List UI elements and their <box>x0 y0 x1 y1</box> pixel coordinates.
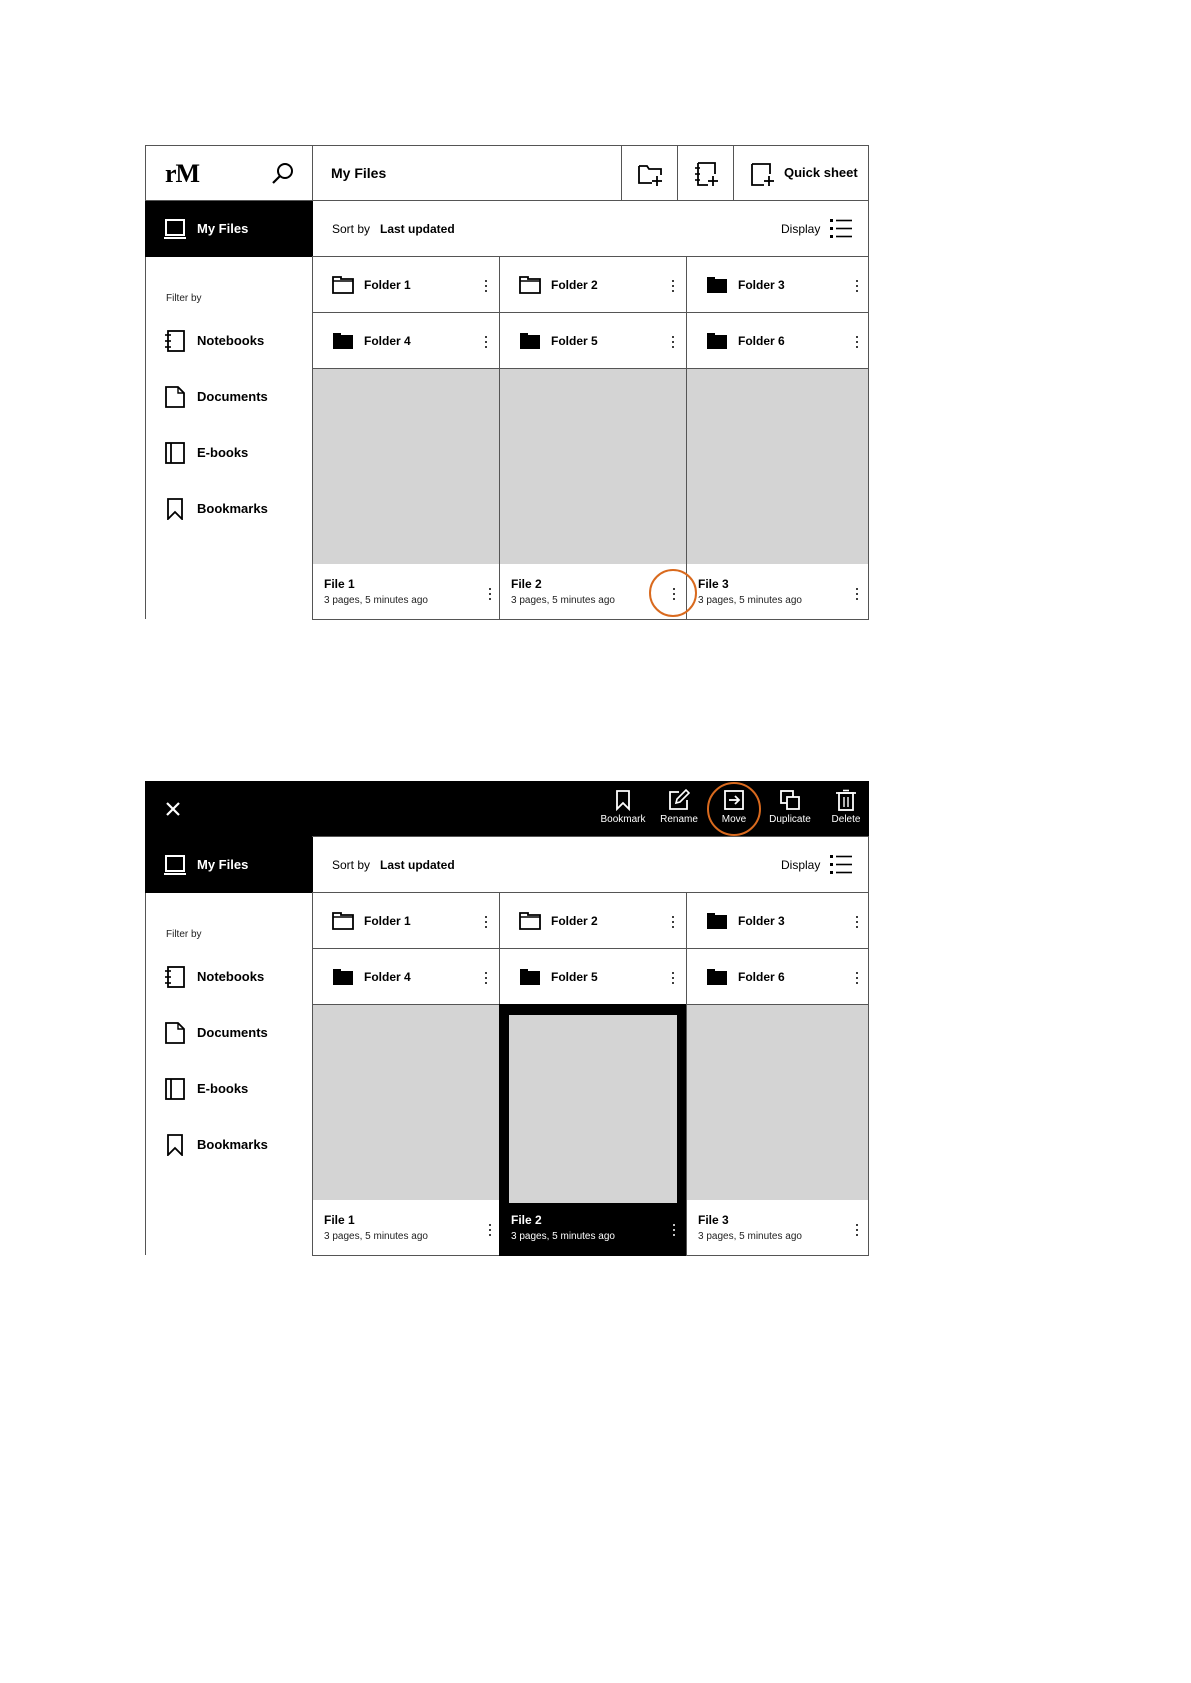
file-name: File 1 <box>324 577 355 591</box>
display-mode-button[interactable] <box>829 853 853 877</box>
sort-label: Sort by <box>332 858 371 872</box>
file-thumbnail <box>500 369 686 564</box>
folder-more-button[interactable] <box>476 910 496 934</box>
new-notebook-icon <box>693 161 719 187</box>
file-meta: 3 pages, 5 minutes ago <box>324 1231 428 1242</box>
filter-label: Filter by <box>166 929 202 940</box>
quick-sheet-button[interactable] <box>733 145 869 201</box>
folder-icon <box>706 276 728 294</box>
new-notebook-button[interactable] <box>677 145 734 201</box>
folder-more-button[interactable] <box>476 966 496 990</box>
folder-icon <box>706 332 728 350</box>
title-area <box>312 145 622 201</box>
sidebar-item-label: Bookmarks <box>197 1137 268 1152</box>
bookmark-icon <box>164 1134 186 1156</box>
ebook-icon <box>164 1078 186 1100</box>
list-view-icon <box>829 217 853 241</box>
folder-name: Folder 1 <box>364 278 411 292</box>
action-label: Delete <box>831 814 861 825</box>
sort-label: Sort by <box>332 222 371 236</box>
header <box>145 145 869 201</box>
tablet-icon <box>164 219 186 239</box>
bookmark-action-button[interactable] <box>594 785 652 835</box>
file-more-button[interactable] <box>480 1218 500 1242</box>
display-label: Display <box>781 222 821 236</box>
file-meta: 3 pages, 5 minutes ago <box>698 595 802 606</box>
action-label: Bookmark <box>600 814 646 825</box>
sidebar-item-label: Notebooks <box>197 969 265 984</box>
folder-tile[interactable] <box>686 312 869 369</box>
sidebar-item-label: My Files <box>197 857 249 872</box>
close-icon <box>159 795 187 823</box>
folder-icon <box>519 912 541 930</box>
list-view-icon <box>829 853 853 877</box>
folder-more-button[interactable] <box>847 910 867 934</box>
folder-more-button[interactable] <box>476 274 496 298</box>
folder-name: Folder 6 <box>738 970 785 984</box>
file-thumbnail <box>509 1015 677 1203</box>
file-more-button[interactable] <box>847 1218 867 1242</box>
bookmark-icon <box>164 498 186 520</box>
delete-icon <box>835 789 857 811</box>
file-tile[interactable] <box>686 1004 869 1256</box>
file-meta: 3 pages, 5 minutes ago <box>511 1231 615 1242</box>
folder-tile[interactable] <box>312 948 500 1005</box>
sort-dropdown[interactable]: Last updated <box>380 858 455 872</box>
logo-area <box>145 145 313 201</box>
folder-more-button[interactable] <box>847 330 867 354</box>
rename-action-button[interactable] <box>650 785 708 835</box>
search-button[interactable] <box>266 158 298 190</box>
sidebar-item-label: Documents <box>197 1025 268 1040</box>
folder-icon <box>519 276 541 294</box>
tablet-icon <box>164 855 186 875</box>
folder-icon <box>706 912 728 930</box>
file-thumbnail <box>313 369 499 564</box>
document-icon <box>164 1022 186 1044</box>
sidebar-item-documents[interactable] <box>145 377 313 417</box>
folder-tile[interactable] <box>312 256 500 313</box>
folder-name: Folder 3 <box>738 914 785 928</box>
file-more-button[interactable] <box>847 582 867 606</box>
folder-tile[interactable] <box>499 256 687 313</box>
sidebar-item-my-files[interactable] <box>145 837 313 893</box>
folder-name: Folder 5 <box>551 334 598 348</box>
file-tile[interactable] <box>686 368 869 620</box>
sidebar-item-documents[interactable] <box>145 1013 313 1053</box>
screen-file-selected <box>145 781 869 1255</box>
folder-more-button[interactable] <box>847 966 867 990</box>
folder-more-button[interactable] <box>663 274 683 298</box>
folder-more-button[interactable] <box>847 274 867 298</box>
folder-name: Folder 1 <box>364 914 411 928</box>
folder-tile[interactable] <box>499 312 687 369</box>
file-tile-selected[interactable] <box>499 1004 687 1256</box>
folder-name: Folder 4 <box>364 970 411 984</box>
file-meta: 3 pages, 5 minutes ago <box>511 595 615 606</box>
file-thumbnail <box>687 1005 868 1200</box>
sidebar-item-bookmarks[interactable] <box>145 489 313 529</box>
file-meta: 3 pages, 5 minutes ago <box>698 1231 802 1242</box>
folder-name: Folder 5 <box>551 970 598 984</box>
sort-dropdown[interactable]: Last updated <box>380 222 455 236</box>
screen-file-list <box>145 145 869 619</box>
folder-tile[interactable] <box>686 892 869 949</box>
sidebar-item-label: E-books <box>197 1081 249 1096</box>
display-label: Display <box>781 858 821 872</box>
move-icon <box>723 789 745 811</box>
sort-bar <box>312 836 869 893</box>
file-more-button[interactable] <box>664 1218 684 1242</box>
new-folder-button[interactable] <box>621 145 678 201</box>
sidebar-item-label: Documents <box>197 389 268 404</box>
sidebar-item-label: Bookmarks <box>197 501 268 516</box>
display-mode-button[interactable] <box>829 217 853 241</box>
delete-action-button[interactable] <box>817 785 875 835</box>
filter-label: Filter by <box>166 293 202 304</box>
sidebar-item-ebooks[interactable] <box>145 433 313 473</box>
file-tile[interactable] <box>312 1004 500 1256</box>
move-action-button[interactable] <box>705 785 763 835</box>
action-label: Rename <box>660 814 698 825</box>
duplicate-action-button[interactable] <box>761 785 819 835</box>
folder-name: Folder 2 <box>551 278 598 292</box>
sidebar-item-label: E-books <box>197 445 249 460</box>
page-title: My Files <box>331 165 387 181</box>
folder-icon <box>332 912 354 930</box>
folder-more-button[interactable] <box>663 966 683 990</box>
folder-tile[interactable] <box>499 892 687 949</box>
folder-tile[interactable] <box>686 256 869 313</box>
new-folder-icon <box>637 161 663 187</box>
file-more-button[interactable] <box>480 582 500 606</box>
close-button[interactable] <box>159 795 187 823</box>
notebook-icon <box>164 330 186 352</box>
file-meta: 3 pages, 5 minutes ago <box>324 595 428 606</box>
file-name: File 3 <box>698 1213 729 1227</box>
bookmark-icon <box>612 789 634 811</box>
quick-sheet-icon <box>749 161 775 187</box>
sidebar-item-notebooks[interactable] <box>145 957 313 997</box>
folder-icon <box>332 332 354 350</box>
selection-action-bar <box>145 781 869 837</box>
file-thumbnail <box>687 369 868 564</box>
quick-sheet-label: Quick sheet <box>784 165 858 180</box>
file-name: File 2 <box>511 577 542 591</box>
file-tile[interactable] <box>312 368 500 620</box>
sort-bar <box>312 200 869 257</box>
file-tile[interactable] <box>499 368 687 620</box>
file-name: File 3 <box>698 577 729 591</box>
duplicate-icon <box>779 789 801 811</box>
search-icon <box>266 158 298 190</box>
ebook-icon <box>164 442 186 464</box>
file-thumbnail <box>313 1005 499 1200</box>
action-label: Move <box>721 814 747 825</box>
file-name: File 1 <box>324 1213 355 1227</box>
notebook-icon <box>164 966 186 988</box>
folder-icon <box>332 968 354 986</box>
sidebar-item-bookmarks[interactable] <box>145 1125 313 1165</box>
folder-icon <box>519 968 541 986</box>
folder-tile[interactable] <box>499 948 687 1005</box>
folder-more-button[interactable] <box>663 330 683 354</box>
folder-icon <box>332 276 354 294</box>
file-more-button[interactable] <box>664 582 684 606</box>
folder-more-button[interactable] <box>476 330 496 354</box>
logo: rM <box>165 159 200 188</box>
folder-name: Folder 4 <box>364 334 411 348</box>
folder-tile[interactable] <box>686 948 869 1005</box>
folder-tile[interactable] <box>312 892 500 949</box>
sidebar-item-my-files[interactable] <box>145 201 313 257</box>
folder-more-button[interactable] <box>663 910 683 934</box>
document-icon <box>164 386 186 408</box>
sidebar-item-notebooks[interactable] <box>145 321 313 361</box>
folder-tile[interactable] <box>312 312 500 369</box>
folder-icon <box>706 968 728 986</box>
file-name: File 2 <box>511 1213 542 1227</box>
rename-icon <box>668 789 690 811</box>
action-label: Duplicate <box>769 814 811 825</box>
folder-name: Folder 2 <box>551 914 598 928</box>
folder-name: Folder 6 <box>738 334 785 348</box>
folder-name: Folder 3 <box>738 278 785 292</box>
sidebar-item-ebooks[interactable] <box>145 1069 313 1109</box>
sidebar-item-label: Notebooks <box>197 333 265 348</box>
sidebar-item-label: My Files <box>197 221 249 236</box>
folder-icon <box>519 332 541 350</box>
